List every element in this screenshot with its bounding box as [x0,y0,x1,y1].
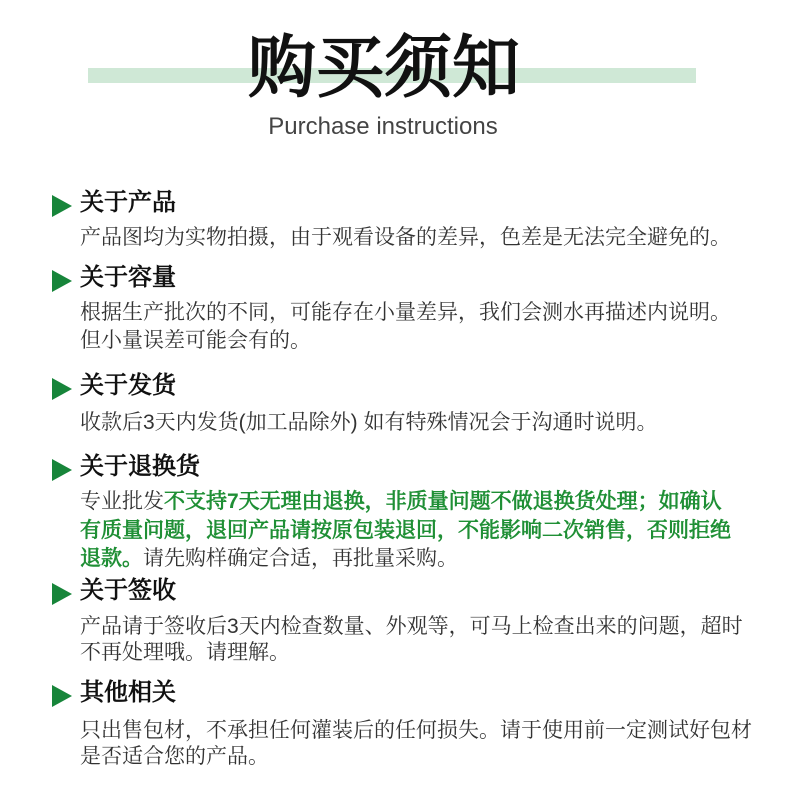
highlighted-text-segment: 退款。 [80,547,143,570]
section-text-line [80,327,311,355]
section-text-line [80,639,290,667]
section-heading: 其他相关 [80,679,176,706]
section-text-line [80,299,731,327]
text-segment: 专业批发 [80,490,164,513]
highlighted-text-segment: 不支持7天无理由退换，非质量问题不做退换货处理；如确认 [164,490,722,513]
section-heading: 关于产品 [80,189,176,216]
triangle-right-icon [52,270,72,292]
section-text-line [80,409,658,437]
text-segment: 收款后3天内发货(加工品除外) 如有特殊情况会于沟通时说明。 [80,411,658,434]
page-subtitle: Purchase instructions [268,113,498,140]
highlighted-text-segment: 有质量问题，退回产品请按原包装退回，不能影响二次销售，否则拒绝 [80,519,731,542]
text-segment: 请先购样确定合适，再批量采购。 [143,547,458,570]
section-text-line [80,517,731,545]
text-segment: 不再处理哦。请理解。 [80,641,290,664]
triangle-right-icon [52,583,72,605]
page-title: 购买须知 [247,30,520,106]
triangle-right-icon [52,459,72,481]
section-heading: 关于容量 [80,264,176,291]
section-text-line [80,717,752,745]
section-heading: 关于发货 [80,372,176,399]
text-segment: 是否适合您的产品。 [80,745,269,768]
section-heading: 关于退换货 [80,453,200,480]
section-text-line [80,613,743,641]
section-text-line [80,488,722,516]
triangle-right-icon [52,378,72,400]
text-segment: 产品图均为实物拍摄，由于观看设备的差异，色差是无法完全避免的。 [80,226,731,249]
text-segment: 但小量误差可能会有的。 [80,329,311,352]
text-segment: 根据生产批次的不同，可能存在小量差异，我们会测水再描述内说明。 [80,301,731,324]
section-heading: 关于签收 [80,577,176,604]
text-segment: 产品请于签收后3天内检查数量、外观等，可马上检查出来的问题，超时 [80,615,743,638]
section-text-line [80,224,731,252]
triangle-right-icon [52,685,72,707]
text-segment: 只出售包材，不承担任何灌装后的任何损失。请于使用前一定测试好包材 [80,719,752,742]
section-text-line [80,545,458,573]
triangle-right-icon [52,195,72,217]
section-text-line [80,743,269,771]
